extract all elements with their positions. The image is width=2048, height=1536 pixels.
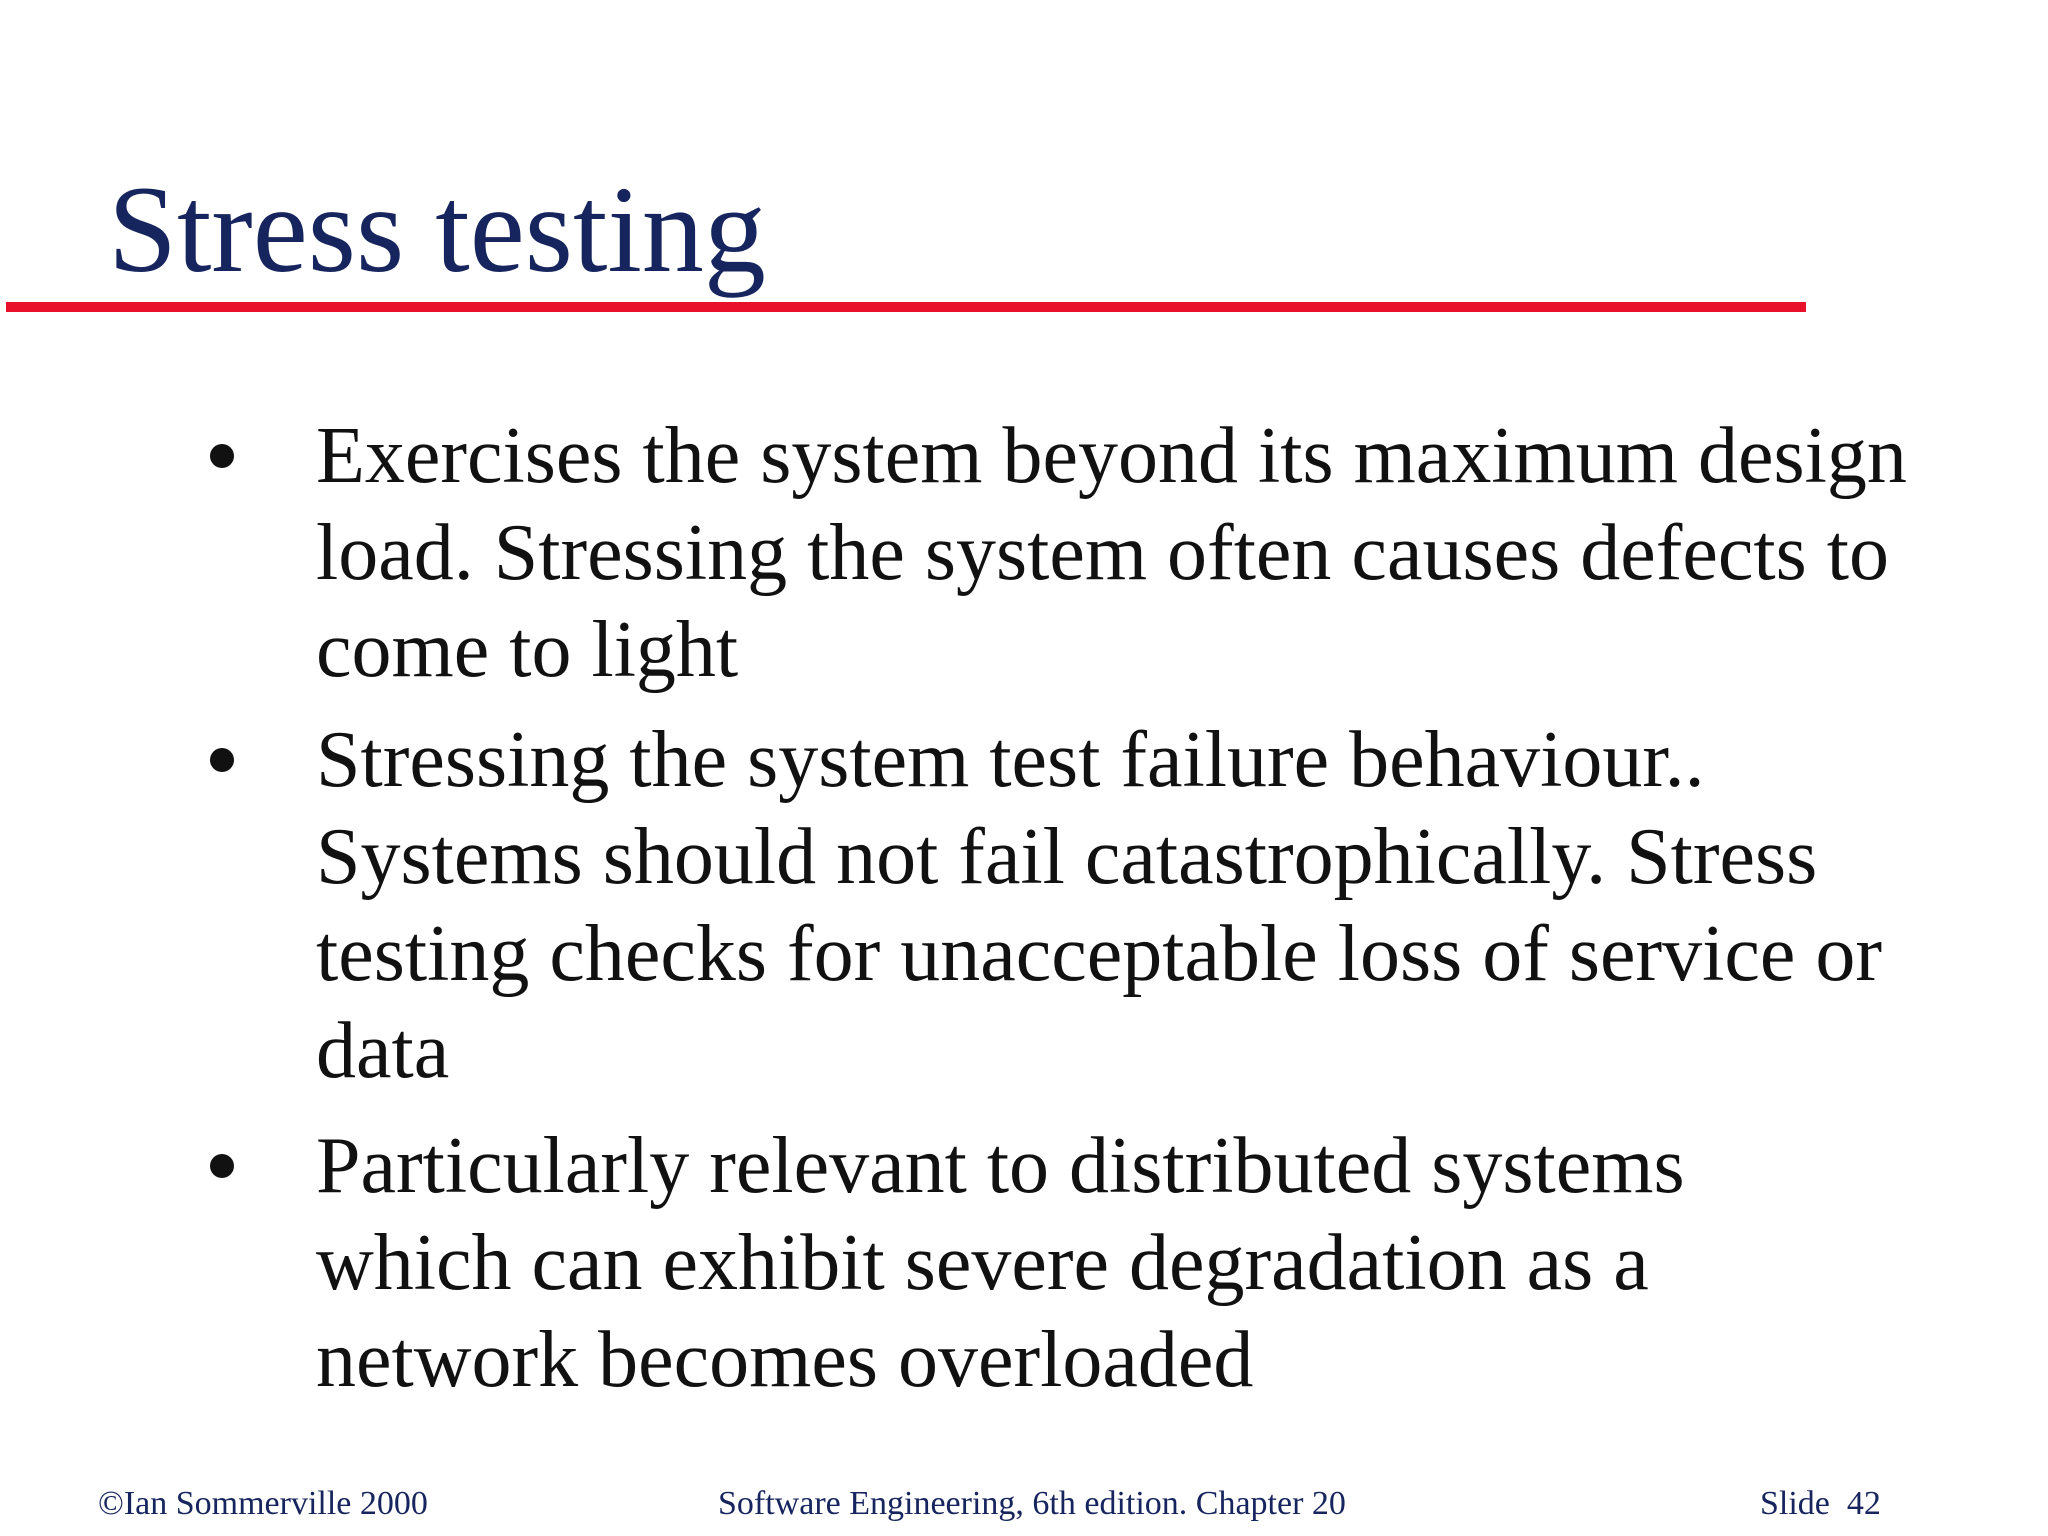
footer-course: Software Engineering, 6th edition. Chapter 20 xyxy=(718,1485,1346,1522)
title-underline xyxy=(6,302,1806,312)
bullet-text xyxy=(316,712,1956,1100)
bullet-line: Particularly relevant to distributed systems xyxy=(316,1122,1685,1210)
bullet-line: Systems should not fail catastrophically. Stress xyxy=(316,813,1818,901)
bullet-line: which can exhibit severe degradation as a xyxy=(316,1219,1649,1307)
footer-slide-number: Slide 42 xyxy=(1760,1485,1881,1522)
bullet-line: data xyxy=(316,1007,450,1095)
footer-copyright: ©Ian Sommerville 2000 xyxy=(98,1485,428,1522)
bullet-line: testing checks for unacceptable loss of service or xyxy=(316,910,1883,998)
bullet-line: Stressing the system test failure behaviour.. xyxy=(316,716,1705,804)
bullet-text xyxy=(316,1118,1956,1409)
bullet-line: Exercises the system beyond its maximum design xyxy=(316,412,1907,500)
bullet-line: come to light xyxy=(316,606,739,694)
bullet-text xyxy=(316,408,1956,699)
bullet-line: network becomes overloaded xyxy=(316,1316,1254,1404)
bullet-dot-icon xyxy=(210,1154,234,1178)
bullet-line: load. Stressing the system often causes defects to xyxy=(316,509,1889,597)
bullet-dot-icon xyxy=(210,444,234,468)
slide-title: Stress testing xyxy=(108,161,766,298)
bullet-dot-icon xyxy=(210,748,234,772)
